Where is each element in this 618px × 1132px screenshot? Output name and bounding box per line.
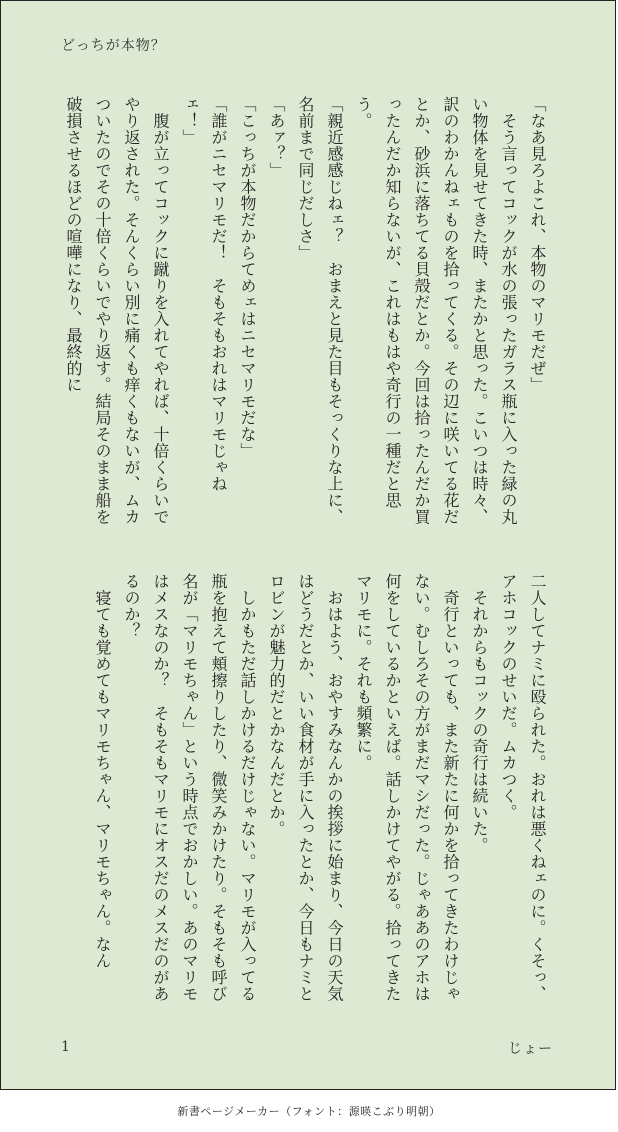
paragraph: 腹が立ってコックに蹴りを入れてやれば、十倍くらいでやり返された。そんくらい別に痛くも痒くもないが、ムカついたのでその十倍くらいでやり返す。結局そのまま船を破損させるほどの喧嘩になり、最終的に xyxy=(64,96,170,525)
paragraph: 「なあ見ろよこれ、本物のマリモだぜ」 xyxy=(528,96,547,393)
paragraph: 「こっちが本物だからてめェはニセマリモだな」 xyxy=(238,96,257,459)
upper-text-block xyxy=(59,96,552,532)
lower-text-block xyxy=(88,573,552,1013)
page-number: 1 xyxy=(61,1039,70,1055)
page-title: どっちが本物？ xyxy=(61,38,166,54)
paragraph: 「親近感感じねェ？ おまえと見た目もそっくりな上に、名前まで同じだしさ」 xyxy=(296,96,344,525)
paragraph: 寝ても覚めてもマリモちゃん、マリモちゃん。なん xyxy=(93,573,112,969)
paragraph: 二人してナミに殴られた。おれは悪くねェのに。くそっ、アホコックのせいだ。ムカつく。 xyxy=(499,573,547,1002)
paragraph: 「あァ？」 xyxy=(267,96,286,179)
paragraph: それからもコックの奇行は続いた。 xyxy=(470,573,489,854)
paragraph: 奇行といっても、また新たに何かを拾ってきたわけじゃない。むしろその方がまだマシだった。じゃああのアホは何をしているかといえば。話しかけてやがる。拾ってきたマリモに。それも頻繁に。 xyxy=(354,573,460,1002)
paragraph: そう言ってコックが水の張ったガラス瓶に入った緑の丸い物体を見せてきた時、またかと思った。こいつは時々、訳のわかんねェものを拾ってくる。その辺に咲いてる花だとか、砂浜に落ちてる貝殻だとか。今回は拾ったんだか買ったんだか知らないが、これはもはや奇行の一種だと思う。 xyxy=(354,96,518,525)
paragraph: おはよう、おやすみなんかの挨拶に始まり、今日の天気はどうだとか、いい食材が手に入ったとか、今日もナミとロビンが魅力的だとかなんだとか。 xyxy=(267,573,344,1002)
author-name: じょー xyxy=(508,1041,553,1057)
paragraph: しかもただ話しかけるだけじゃない。マリモが入ってる瓶を抱えて頬擦りしたり、微笑みかけたり。そもそも呼び名が「マリモちゃん」という時点でおかしい。あのマリモはメスなのか？ そもそもマリモにオスだのメスだのがあるのか？ xyxy=(122,573,257,1002)
paragraph: 「誰がニセマリモだ！ そもそもおれはマリモじゃねェ！」 xyxy=(180,96,228,492)
footer-credit: 新書ページメーカー（フォント：源暎こぶり明朝） xyxy=(177,1105,441,1118)
